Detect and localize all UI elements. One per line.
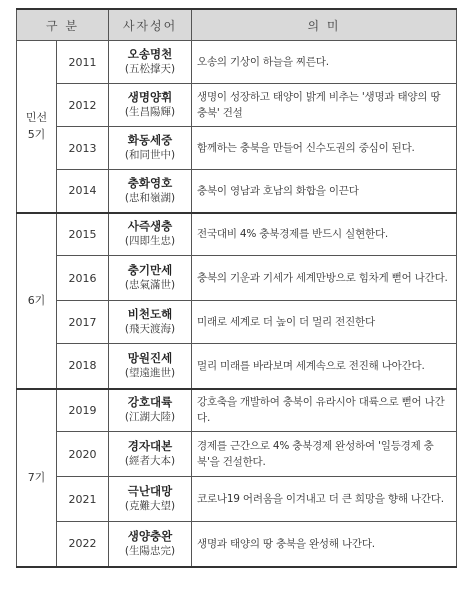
idiom-cell xyxy=(109,432,192,477)
idiom-cell xyxy=(109,213,192,256)
meaning-cell: 생명과 태양의 땅 충북을 완성해 나간다. xyxy=(192,522,457,567)
year-cell: 2013 xyxy=(57,127,109,170)
idiom-hangul: 화동세중 xyxy=(127,133,173,147)
table-row xyxy=(17,170,457,213)
idiom-hanja: (經者大本) xyxy=(124,455,176,467)
table-row xyxy=(17,256,457,301)
year-cell: 2020 xyxy=(57,432,109,477)
idiom-cell xyxy=(109,389,192,432)
idiom-hanja: (生昌陽輝) xyxy=(124,106,176,118)
year-cell: 2012 xyxy=(57,84,109,127)
idiom-cell xyxy=(109,344,192,389)
idiom-hangul: 강호대륙 xyxy=(127,395,173,410)
idiom-hanja: (望遠進世) xyxy=(124,366,176,379)
idiom-hangul: 충기만세 xyxy=(127,263,173,277)
year-cell: 2021 xyxy=(57,477,109,522)
idiom-hanja: (生陽忠完) xyxy=(124,544,176,557)
term-label-line1: 7기 xyxy=(27,471,46,484)
term-cell xyxy=(17,41,57,213)
idiom-hanja: (忠和嶺湖) xyxy=(124,191,176,204)
idiom-cell xyxy=(109,522,192,567)
header-idiom: 사자성어 xyxy=(109,9,192,41)
idiom-hanja: (克難大望) xyxy=(124,500,176,512)
term-cell xyxy=(17,213,57,389)
meaning-cell: 강호축을 개발하여 충북이 유라시아 대륙으로 뻗어 나간다. xyxy=(192,389,457,432)
table-body xyxy=(17,41,457,567)
idiom-hangul: 극난대망 xyxy=(127,484,173,498)
idiom-hangul: 생양충완 xyxy=(127,528,173,543)
idiom-hangul: 사즉생충 xyxy=(127,219,173,234)
idiom-hangul: 망원진세 xyxy=(127,350,173,365)
idiom-cell xyxy=(109,41,192,84)
meaning-cell: 충북이 영남과 호남의 화합을 이끈다 xyxy=(192,170,457,213)
table-row xyxy=(17,477,457,522)
idiom-hanja: (和同世中) xyxy=(124,149,176,161)
meaning-cell: 충북의 기운과 기세가 세계만방으로 힘차게 뻗어 나간다. xyxy=(192,256,457,301)
header-meaning: 의 미 xyxy=(192,9,457,41)
term-label-line1: 6기 xyxy=(27,294,46,307)
meaning-cell: 전국대비 4% 충북경제를 반드시 실현한다. xyxy=(192,213,457,256)
table-row xyxy=(17,522,457,567)
table-row xyxy=(17,389,457,432)
year-cell: 2019 xyxy=(57,389,109,432)
year-cell: 2015 xyxy=(57,213,109,256)
meaning-cell: 경제를 근간으로 4% 충북경제 완성하여 '일등경제 충북'을 건설한다. xyxy=(192,432,457,477)
idiom-hanja: (江湖大陸) xyxy=(124,411,176,424)
header-division: 구 분 xyxy=(17,9,109,41)
idiom-cell xyxy=(109,301,192,344)
idiom-cell xyxy=(109,477,192,522)
meaning-cell: 코로나19 어려움을 이겨내고 더 큰 희망을 향해 나간다. xyxy=(192,477,457,522)
idiom-hanja: (忠氣滿世) xyxy=(124,279,176,291)
meaning-cell: 생명이 성장하고 태양이 밝게 비추는 '생명과 태양의 땅 충북' 건설 xyxy=(192,84,457,127)
idiom-cell xyxy=(109,256,192,301)
meaning-cell: 멀리 미래를 바라보며 세계속으로 전진해 나아간다. xyxy=(192,344,457,389)
idiom-hangul: 충화영호 xyxy=(127,175,173,190)
idiom-hanja: (飛天渡海) xyxy=(124,323,176,335)
year-cell: 2022 xyxy=(57,522,109,567)
idiom-table-container xyxy=(16,8,457,568)
table-row xyxy=(17,344,457,389)
table-row xyxy=(17,127,457,170)
idiom-hangul: 비천도해 xyxy=(127,307,173,321)
idiom-hangul: 경자대본 xyxy=(127,439,173,453)
year-cell: 2011 xyxy=(57,41,109,84)
term-cell xyxy=(17,389,57,567)
year-cell: 2018 xyxy=(57,344,109,389)
table-row xyxy=(17,301,457,344)
idiom-hanja: (五松撑天) xyxy=(124,63,176,75)
meaning-cell: 오송의 기상이 하늘을 찌른다. xyxy=(192,41,457,84)
term-label-line1: 민선 xyxy=(25,111,48,125)
year-cell: 2016 xyxy=(57,256,109,301)
table-header-row xyxy=(17,9,457,41)
idiom-hangul: 생명양휘 xyxy=(127,90,173,104)
meaning-cell: 미래로 세계로 더 높이 더 멀리 전진한다 xyxy=(192,301,457,344)
table-row xyxy=(17,41,457,84)
idiom-cell xyxy=(109,84,192,127)
term-label-line2: 5기 xyxy=(27,128,46,142)
meaning-cell: 함께하는 충북을 만들어 신수도권의 중심이 된다. xyxy=(192,127,457,170)
idiom-cell xyxy=(109,170,192,213)
slogan-idiom-table xyxy=(16,8,457,568)
idiom-hangul: 오송명천 xyxy=(127,47,173,61)
table-row xyxy=(17,432,457,477)
year-cell: 2017 xyxy=(57,301,109,344)
table-row xyxy=(17,84,457,127)
idiom-hanja: (四即生忠) xyxy=(124,235,176,248)
idiom-cell xyxy=(109,127,192,170)
table-row xyxy=(17,213,457,256)
year-cell: 2014 xyxy=(57,170,109,213)
